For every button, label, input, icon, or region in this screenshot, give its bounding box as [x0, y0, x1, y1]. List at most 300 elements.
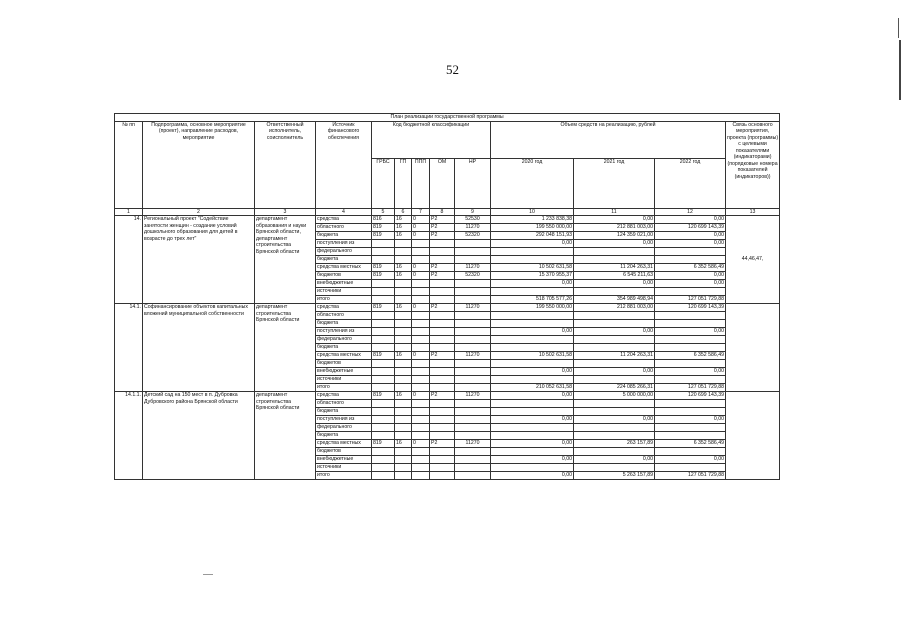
amount-2020: 0,00 [491, 440, 574, 448]
amount-2020: 0,00 [491, 456, 574, 464]
code-grbs [372, 312, 395, 320]
amount-2021: 5 000 000,00 [574, 392, 655, 400]
amount-2022 [655, 320, 726, 328]
amount-2021: 6 545 211,63 [574, 272, 655, 280]
amount-2021: 11 204 263,31 [574, 352, 655, 360]
funding-source: поступления из [316, 416, 372, 424]
header-gp: ГП [395, 158, 412, 208]
code-gp [395, 256, 412, 264]
code-gp [395, 360, 412, 368]
code-grbs [372, 456, 395, 464]
amount-2020 [491, 312, 574, 320]
funding-source: бюджета [316, 408, 372, 416]
code-om: P2 [430, 216, 455, 224]
header-kbk: Код бюджетной классификации [372, 121, 491, 158]
amount-2022: 0,00 [655, 232, 726, 240]
code-om [430, 368, 455, 376]
code-ppp [412, 424, 430, 432]
amount-2021: 0,00 [574, 280, 655, 288]
code-nr [455, 472, 491, 480]
column-number: 7 [412, 208, 430, 216]
amount-2021: 212 881 003,00 [574, 304, 655, 312]
amount-2022: 0,00 [655, 272, 726, 280]
amount-2022: 120 699 143,39 [655, 392, 726, 400]
code-om [430, 312, 455, 320]
code-nr [455, 328, 491, 336]
amount-2021 [574, 256, 655, 264]
code-gp [395, 424, 412, 432]
amount-2021: 0,00 [574, 368, 655, 376]
amount-2022: 0,00 [655, 216, 726, 224]
amount-2022: 0,00 [655, 368, 726, 376]
code-nr [455, 464, 491, 472]
code-grbs [372, 368, 395, 376]
amount-2020: 292 048 151,93 [491, 232, 574, 240]
amount-2022 [655, 432, 726, 440]
column-number: 12 [655, 208, 726, 216]
amount-2020: 10 502 631,58 [491, 264, 574, 272]
code-grbs [372, 448, 395, 456]
funding-source: источники [316, 376, 372, 384]
amount-2021 [574, 464, 655, 472]
code-ppp [412, 344, 430, 352]
amount-2021: 0,00 [574, 416, 655, 424]
code-om: P2 [430, 224, 455, 232]
amount-2022 [655, 360, 726, 368]
code-grbs [372, 248, 395, 256]
code-ppp: 0 [412, 264, 430, 272]
code-nr [455, 288, 491, 296]
amount-2022: 0,00 [655, 240, 726, 248]
code-ppp [412, 240, 430, 248]
code-gp [395, 288, 412, 296]
code-om: P2 [430, 392, 455, 400]
code-nr: 11270 [455, 352, 491, 360]
header-nr: НР [455, 158, 491, 208]
code-om: P2 [430, 440, 455, 448]
amount-2022: 6 352 586,49 [655, 264, 726, 272]
code-om [430, 344, 455, 352]
code-gp [395, 280, 412, 288]
amount-2022: 0,00 [655, 456, 726, 464]
code-ppp [412, 368, 430, 376]
funding-source: бюджета [316, 256, 372, 264]
code-nr [455, 248, 491, 256]
code-grbs [372, 432, 395, 440]
table-row [115, 392, 780, 400]
code-ppp [412, 312, 430, 320]
code-gp [395, 400, 412, 408]
code-om: P2 [430, 272, 455, 280]
code-gp [395, 320, 412, 328]
amount-2020: 15 370 955,37 [491, 272, 574, 280]
amount-2021 [574, 400, 655, 408]
table-row [115, 304, 780, 312]
code-om [430, 288, 455, 296]
column-number: 3 [255, 208, 316, 216]
amount-2022 [655, 424, 726, 432]
code-nr [455, 416, 491, 424]
amount-2021 [574, 360, 655, 368]
amount-2022 [655, 312, 726, 320]
code-grbs [372, 424, 395, 432]
row-number: 14.1. [115, 304, 143, 392]
code-nr: 11270 [455, 224, 491, 232]
code-om [430, 472, 455, 480]
code-grbs [372, 360, 395, 368]
header-2021: 2021 год [574, 158, 655, 208]
funding-source: бюджетов [316, 360, 372, 368]
code-nr [455, 336, 491, 344]
code-grbs: 819 [372, 392, 395, 400]
code-gp: 16 [395, 232, 412, 240]
scan-mark [203, 574, 213, 575]
code-grbs [372, 400, 395, 408]
code-grbs: 819 [372, 232, 395, 240]
amount-2020 [491, 344, 574, 352]
funding-source: бюджета [316, 232, 372, 240]
funding-source: бюджета [316, 320, 372, 328]
amount-2022 [655, 448, 726, 456]
code-ppp: 0 [412, 392, 430, 400]
funding-source: итого [316, 472, 372, 480]
amount-2020: 210 052 631,58 [491, 384, 574, 392]
code-ppp [412, 320, 430, 328]
amount-2020 [491, 336, 574, 344]
responsible-executor: департамент образования и науки Брянской области, департамент строительства Брянской области [255, 216, 316, 304]
row-number: 14. [115, 216, 143, 304]
code-grbs: 819 [372, 352, 395, 360]
code-gp [395, 336, 412, 344]
amount-2020: 518 705 577,26 [491, 296, 574, 304]
header-responsible: Ответственный исполнитель, соисполнитель [255, 121, 316, 208]
funding-source: средства местных [316, 440, 372, 448]
amount-2022: 0,00 [655, 416, 726, 424]
amount-2022 [655, 464, 726, 472]
amount-2020 [491, 448, 574, 456]
code-ppp [412, 400, 430, 408]
code-grbs [372, 288, 395, 296]
amount-2022: 120 699 143,39 [655, 224, 726, 232]
amount-2020: 0,00 [491, 328, 574, 336]
code-nr: 11270 [455, 304, 491, 312]
code-om [430, 424, 455, 432]
code-ppp: 0 [412, 352, 430, 360]
code-nr [455, 384, 491, 392]
amount-2022 [655, 288, 726, 296]
code-om [430, 240, 455, 248]
code-om: P2 [430, 304, 455, 312]
code-gp: 16 [395, 304, 412, 312]
header-link: Связь основного мероприятия, проекта (программы) с целевыми показателями (индикаторами) (порядковые номера показателей (индикаторов)) [726, 121, 780, 208]
activity-name: Региональный проект "Содействие занятости женщин - создание условий дошкольного образования для детей в возрасте до трех лет" [143, 216, 255, 304]
code-ppp [412, 384, 430, 392]
code-grbs [372, 280, 395, 288]
header-volume: Объем средств на реализацию, рублей [491, 121, 726, 158]
code-ppp [412, 296, 430, 304]
amount-2020: 0,00 [491, 240, 574, 248]
amount-2021 [574, 336, 655, 344]
amount-2022: 0,00 [655, 280, 726, 288]
code-om [430, 464, 455, 472]
code-om [430, 280, 455, 288]
amount-2022 [655, 400, 726, 408]
page-number: 52 [446, 62, 459, 77]
funding-source: бюджетов [316, 272, 372, 280]
amount-2021: 5 263 157,89 [574, 472, 655, 480]
amount-2021 [574, 448, 655, 456]
code-grbs [372, 256, 395, 264]
code-gp [395, 328, 412, 336]
funding-source: итого [316, 296, 372, 304]
amount-2021 [574, 376, 655, 384]
code-grbs [372, 408, 395, 416]
amount-2022 [655, 248, 726, 256]
amount-2022: 127 051 729,88 [655, 472, 726, 480]
code-om [430, 360, 455, 368]
code-om: P2 [430, 264, 455, 272]
code-nr: 11270 [455, 264, 491, 272]
amount-2021: 212 881 003,00 [574, 224, 655, 232]
amount-2020: 0,00 [491, 472, 574, 480]
amount-2020: 10 502 631,58 [491, 352, 574, 360]
amount-2020 [491, 400, 574, 408]
code-ppp: 0 [412, 232, 430, 240]
code-gp [395, 344, 412, 352]
code-nr: 11270 [455, 440, 491, 448]
funding-source: средства местных [316, 352, 372, 360]
code-grbs: 819 [372, 272, 395, 280]
code-om [430, 320, 455, 328]
funding-source: областного [316, 224, 372, 232]
code-grbs [372, 464, 395, 472]
row-number: 14.1.1. [115, 392, 143, 480]
responsible-executor: департамент строительства Брянской области [255, 304, 316, 392]
code-gp: 16 [395, 224, 412, 232]
code-grbs [372, 328, 395, 336]
funding-source: бюджета [316, 344, 372, 352]
funding-source: внебюджетные [316, 368, 372, 376]
code-grbs: 816 [372, 216, 395, 224]
code-grbs [372, 416, 395, 424]
funding-source: областного [316, 400, 372, 408]
code-nr [455, 400, 491, 408]
indicator-link [726, 304, 780, 392]
header-name: Подпрограмма, основное мероприятие (проект), направление расходов, мероприятие [143, 121, 255, 208]
amount-2021 [574, 344, 655, 352]
column-number: 5 [372, 208, 395, 216]
code-gp [395, 248, 412, 256]
amount-2021: 263 157,89 [574, 440, 655, 448]
code-om [430, 400, 455, 408]
amount-2021: 0,00 [574, 328, 655, 336]
code-gp [395, 408, 412, 416]
funding-source: федерального [316, 424, 372, 432]
code-om [430, 432, 455, 440]
code-ppp: 0 [412, 304, 430, 312]
amount-2020: 199 550 000,00 [491, 304, 574, 312]
code-gp: 16 [395, 216, 412, 224]
code-grbs: 819 [372, 224, 395, 232]
responsible-executor: департамент строительства Брянской области [255, 392, 316, 480]
column-number: 6 [395, 208, 412, 216]
column-number: 10 [491, 208, 574, 216]
amount-2021 [574, 248, 655, 256]
code-grbs: 819 [372, 304, 395, 312]
code-ppp [412, 416, 430, 424]
code-gp [395, 432, 412, 440]
funding-source: внебюджетные [316, 456, 372, 464]
funding-source: средства [316, 392, 372, 400]
table-row [115, 216, 780, 224]
code-grbs [372, 384, 395, 392]
amount-2021 [574, 288, 655, 296]
code-ppp [412, 280, 430, 288]
code-nr [455, 344, 491, 352]
amount-2020: 199 550 000,00 [491, 224, 574, 232]
code-om [430, 248, 455, 256]
code-ppp [412, 336, 430, 344]
code-om [430, 408, 455, 416]
amount-2022 [655, 256, 726, 264]
code-nr: 11270 [455, 392, 491, 400]
amount-2020 [491, 464, 574, 472]
code-nr [455, 376, 491, 384]
code-om [430, 456, 455, 464]
code-grbs [372, 296, 395, 304]
funding-source: федерального [316, 336, 372, 344]
plan-table [114, 113, 780, 480]
code-om [430, 256, 455, 264]
activity-name: Софинансирование объектов капитальных вложений муниципальной собственности [143, 304, 255, 392]
code-nr [455, 360, 491, 368]
amount-2021: 0,00 [574, 240, 655, 248]
code-gp [395, 416, 412, 424]
code-gp: 16 [395, 392, 412, 400]
header-grbs: ГРБС [372, 158, 395, 208]
code-nr [455, 320, 491, 328]
code-nr [455, 424, 491, 432]
column-number: 2 [143, 208, 255, 216]
amount-2021: 354 989 498,94 [574, 296, 655, 304]
code-gp: 16 [395, 440, 412, 448]
amount-2020 [491, 424, 574, 432]
amount-2020 [491, 288, 574, 296]
code-ppp [412, 464, 430, 472]
code-ppp: 0 [412, 440, 430, 448]
column-number: 8 [430, 208, 455, 216]
amount-2022: 127 051 729,88 [655, 384, 726, 392]
code-om [430, 336, 455, 344]
code-gp: 16 [395, 352, 412, 360]
amount-2020 [491, 320, 574, 328]
code-gp [395, 456, 412, 464]
indicator-link [726, 392, 780, 480]
funding-source: бюджета [316, 432, 372, 440]
code-om [430, 376, 455, 384]
funding-source: источники [316, 288, 372, 296]
code-grbs [372, 240, 395, 248]
amount-2020 [491, 360, 574, 368]
code-nr: 52530 [455, 216, 491, 224]
code-grbs [372, 376, 395, 384]
code-gp [395, 464, 412, 472]
code-ppp [412, 448, 430, 456]
header-om: ОМ [430, 158, 455, 208]
funding-source: средства [316, 304, 372, 312]
code-gp [395, 296, 412, 304]
code-ppp: 0 [412, 224, 430, 232]
funding-source: итого [316, 384, 372, 392]
table-title: План реализации государственной программы [115, 114, 780, 122]
page-edge-line [898, 18, 899, 38]
code-om [430, 296, 455, 304]
code-nr [455, 312, 491, 320]
header-2020: 2020 год [491, 158, 574, 208]
column-numbers-row [115, 208, 780, 216]
code-nr [455, 296, 491, 304]
code-gp [395, 240, 412, 248]
code-om [430, 448, 455, 456]
amount-2020: 0,00 [491, 280, 574, 288]
code-grbs [372, 472, 395, 480]
code-om: P2 [430, 352, 455, 360]
column-number: 4 [316, 208, 372, 216]
code-nr [455, 456, 491, 464]
code-om [430, 328, 455, 336]
code-gp [395, 312, 412, 320]
code-om: P2 [430, 232, 455, 240]
funding-source: средства местных [316, 264, 372, 272]
amount-2020: 0,00 [491, 416, 574, 424]
funding-source: средства [316, 216, 372, 224]
amount-2021: 124 359 021,00 [574, 232, 655, 240]
header-source: Источник финансового обеспечения [316, 121, 372, 208]
amount-2022 [655, 408, 726, 416]
amount-2021: 11 204 263,31 [574, 264, 655, 272]
amount-2021: 0,00 [574, 216, 655, 224]
code-nr [455, 408, 491, 416]
amount-2022 [655, 336, 726, 344]
header-ppp: ППП [412, 158, 430, 208]
amount-2020: 1 233 838,38 [491, 216, 574, 224]
header-num: № пп [115, 121, 143, 208]
code-gp [395, 384, 412, 392]
code-ppp [412, 256, 430, 264]
code-gp: 16 [395, 272, 412, 280]
code-nr: 52320 [455, 232, 491, 240]
code-ppp: 0 [412, 272, 430, 280]
code-nr [455, 448, 491, 456]
amount-2022 [655, 344, 726, 352]
amount-2021 [574, 432, 655, 440]
code-ppp [412, 456, 430, 464]
amount-2020 [491, 376, 574, 384]
code-ppp [412, 248, 430, 256]
amount-2022: 127 051 729,88 [655, 296, 726, 304]
header-2022: 2022 год [655, 158, 726, 208]
column-number: 11 [574, 208, 655, 216]
amount-2020 [491, 248, 574, 256]
code-nr [455, 240, 491, 248]
code-ppp: 0 [412, 216, 430, 224]
code-nr [455, 256, 491, 264]
amount-2020: 0,00 [491, 392, 574, 400]
code-gp [395, 368, 412, 376]
funding-source: поступления из [316, 328, 372, 336]
code-nr [455, 368, 491, 376]
amount-2020 [491, 432, 574, 440]
